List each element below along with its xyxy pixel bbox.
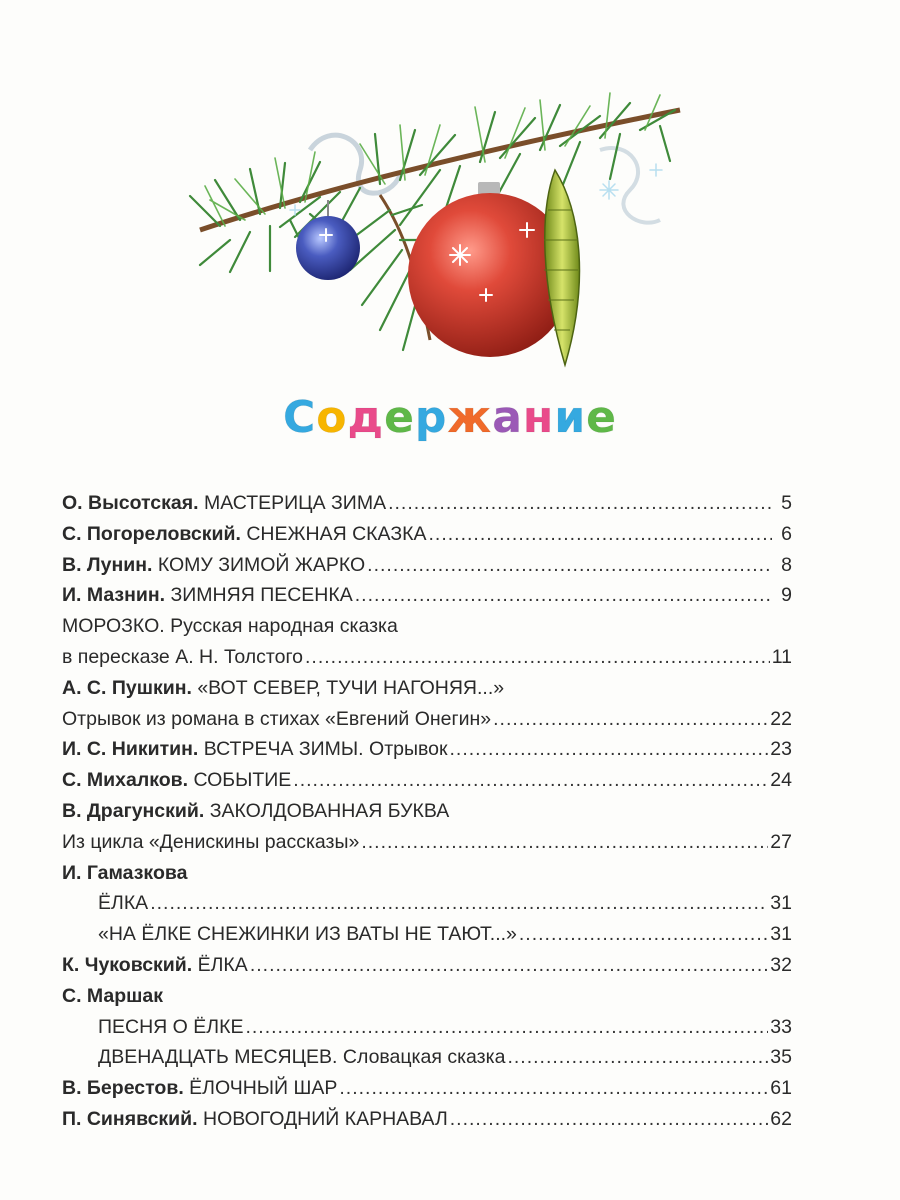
dot-leader bbox=[355, 580, 772, 611]
toc-entry[interactable] bbox=[62, 673, 792, 704]
title-letter: н bbox=[522, 392, 555, 443]
toc-page-number: 23 bbox=[770, 738, 792, 761]
toc-author: И. Гамазкова bbox=[62, 861, 188, 884]
toc-title: МОРОЗКО. Русская народная сказка bbox=[62, 615, 398, 638]
toc-entry[interactable] bbox=[62, 1042, 792, 1073]
toc-entry[interactable] bbox=[62, 858, 792, 889]
toc-title: НОВОГОДНИЙ КАРНАВАЛ bbox=[197, 1107, 448, 1130]
toc-entry[interactable] bbox=[62, 1073, 792, 1104]
page-title bbox=[0, 392, 900, 452]
toc-page-number: 8 bbox=[781, 553, 792, 576]
toc-entry[interactable] bbox=[62, 704, 792, 735]
toc-title: Отрывок из романа в стихах «Евгений Онегин» bbox=[62, 707, 492, 730]
toc-page-number: 6 bbox=[781, 522, 792, 545]
title-letter: ж bbox=[447, 392, 493, 443]
toc-page-number: 62 bbox=[770, 1107, 792, 1130]
toc-entry[interactable] bbox=[62, 950, 792, 981]
toc-author: С. Погореловский. bbox=[62, 522, 241, 545]
toc-page-number: 27 bbox=[770, 830, 792, 853]
toc-entry[interactable] bbox=[62, 1012, 792, 1043]
toc-entry[interactable] bbox=[62, 580, 792, 611]
title-letter: е bbox=[384, 392, 415, 443]
toc-entry[interactable] bbox=[62, 981, 792, 1012]
title-letter: и bbox=[554, 392, 587, 443]
toc-author: С. Маршак bbox=[62, 984, 164, 1007]
toc-author: П. Синявский. bbox=[62, 1107, 198, 1130]
toc-entry[interactable] bbox=[62, 1104, 792, 1135]
dot-leader bbox=[493, 704, 768, 735]
green-ornament bbox=[545, 170, 580, 365]
dot-leader bbox=[428, 519, 772, 550]
toc-title: ЁЛКА bbox=[192, 953, 248, 976]
toc-page-number: 24 bbox=[770, 769, 792, 792]
toc-author: В. Драгунский. bbox=[62, 799, 205, 822]
toc-title: КОМУ ЗИМОЙ ЖАРКО bbox=[152, 553, 366, 576]
toc-page-number: 31 bbox=[770, 892, 792, 915]
toc-page-number: 31 bbox=[770, 923, 792, 946]
toc-title: ВСТРЕЧА ЗИМЫ. Отрывок bbox=[198, 738, 448, 761]
toc-title: «ВОТ СЕВЕР, ТУЧИ НАГОНЯЯ...» bbox=[191, 676, 505, 699]
dot-leader bbox=[519, 919, 768, 950]
toc-author: К. Чуковский. bbox=[62, 953, 193, 976]
toc-author: В. Берестов. bbox=[62, 1077, 184, 1100]
toc-entry[interactable] bbox=[62, 827, 792, 858]
toc-title: «НА ЁЛКЕ СНЕЖИНКИ ИЗ ВАТЫ НЕ ТАЮТ...» bbox=[98, 923, 517, 946]
toc-author: И. С. Никитин. bbox=[62, 738, 199, 761]
toc-title: СНЕЖНАЯ СКАЗКА bbox=[240, 522, 427, 545]
toc-author: С. Михалков. bbox=[62, 769, 189, 792]
toc-page-number: 32 bbox=[770, 953, 792, 976]
toc-author: И. Мазнин. bbox=[62, 584, 166, 607]
title-letter: о bbox=[316, 392, 348, 443]
toc-title: ЁЛКА bbox=[98, 892, 149, 915]
toc-title: Из цикла «Денискины рассказы» bbox=[62, 830, 360, 853]
toc-title: ЗИМНЯЯ ПЕСЕНКА bbox=[165, 584, 353, 607]
toc-entry[interactable] bbox=[62, 765, 792, 796]
toc-page-number: 33 bbox=[770, 1015, 792, 1038]
title-letter: е bbox=[586, 392, 617, 443]
toc-entry[interactable] bbox=[62, 519, 792, 550]
toc-title: ПЕСНЯ О ЁЛКЕ bbox=[98, 1015, 244, 1038]
dot-leader bbox=[293, 765, 768, 796]
toc-page-number: 22 bbox=[770, 707, 792, 730]
toc-title: СОБЫТИЕ bbox=[188, 769, 292, 792]
toc-page-number: 11 bbox=[771, 645, 792, 668]
toc-title: ЁЛОЧНЫЙ ШАР bbox=[183, 1077, 338, 1100]
toc-entry[interactable] bbox=[62, 550, 792, 581]
christmas-branch-illustration bbox=[180, 80, 720, 380]
dot-leader bbox=[245, 1012, 768, 1043]
toc-author: А. С. Пушкин. bbox=[62, 676, 192, 699]
toc-entry[interactable] bbox=[62, 488, 792, 519]
dot-leader bbox=[367, 550, 772, 581]
toc-title: ЗАКОЛДОВАННАЯ БУКВА bbox=[204, 799, 450, 822]
blue-ornament bbox=[296, 216, 360, 280]
toc-entry[interactable] bbox=[62, 919, 792, 950]
dot-leader bbox=[507, 1042, 768, 1073]
dot-leader bbox=[450, 734, 769, 765]
dot-leader bbox=[388, 488, 772, 519]
dot-leader bbox=[250, 950, 768, 981]
dot-leader bbox=[305, 642, 770, 673]
toc-entry[interactable] bbox=[62, 888, 792, 919]
title-letter: д bbox=[347, 392, 385, 443]
dot-leader bbox=[361, 827, 768, 858]
toc-entry[interactable] bbox=[62, 642, 792, 673]
title-letter: а bbox=[492, 392, 523, 443]
dot-leader bbox=[450, 1104, 769, 1135]
toc-page-number: 5 bbox=[781, 492, 792, 514]
dot-leader bbox=[339, 1073, 768, 1104]
toc-page-number: 9 bbox=[781, 584, 792, 607]
toc-title: ДВЕНАДЦАТЬ МЕСЯЦЕВ. Словацкая сказка bbox=[98, 1046, 506, 1069]
title-letter: С bbox=[282, 392, 317, 443]
toc-page-number: 35 bbox=[770, 1046, 792, 1069]
toc-entry[interactable] bbox=[62, 796, 792, 827]
toc-page-number: 61 bbox=[770, 1077, 792, 1100]
dot-leader bbox=[150, 888, 768, 919]
toc-entry[interactable] bbox=[62, 734, 792, 765]
toc-entry[interactable] bbox=[62, 611, 792, 642]
table-of-contents bbox=[62, 488, 792, 1135]
toc-title: МАСТЕРИЦА ЗИМА bbox=[198, 492, 387, 514]
toc-author: В. Лунин. bbox=[62, 553, 153, 576]
toc-title: в пересказе А. Н. Толстого bbox=[62, 645, 303, 668]
title-letter: р bbox=[414, 392, 448, 443]
toc-author: О. Высотская. bbox=[62, 492, 199, 514]
